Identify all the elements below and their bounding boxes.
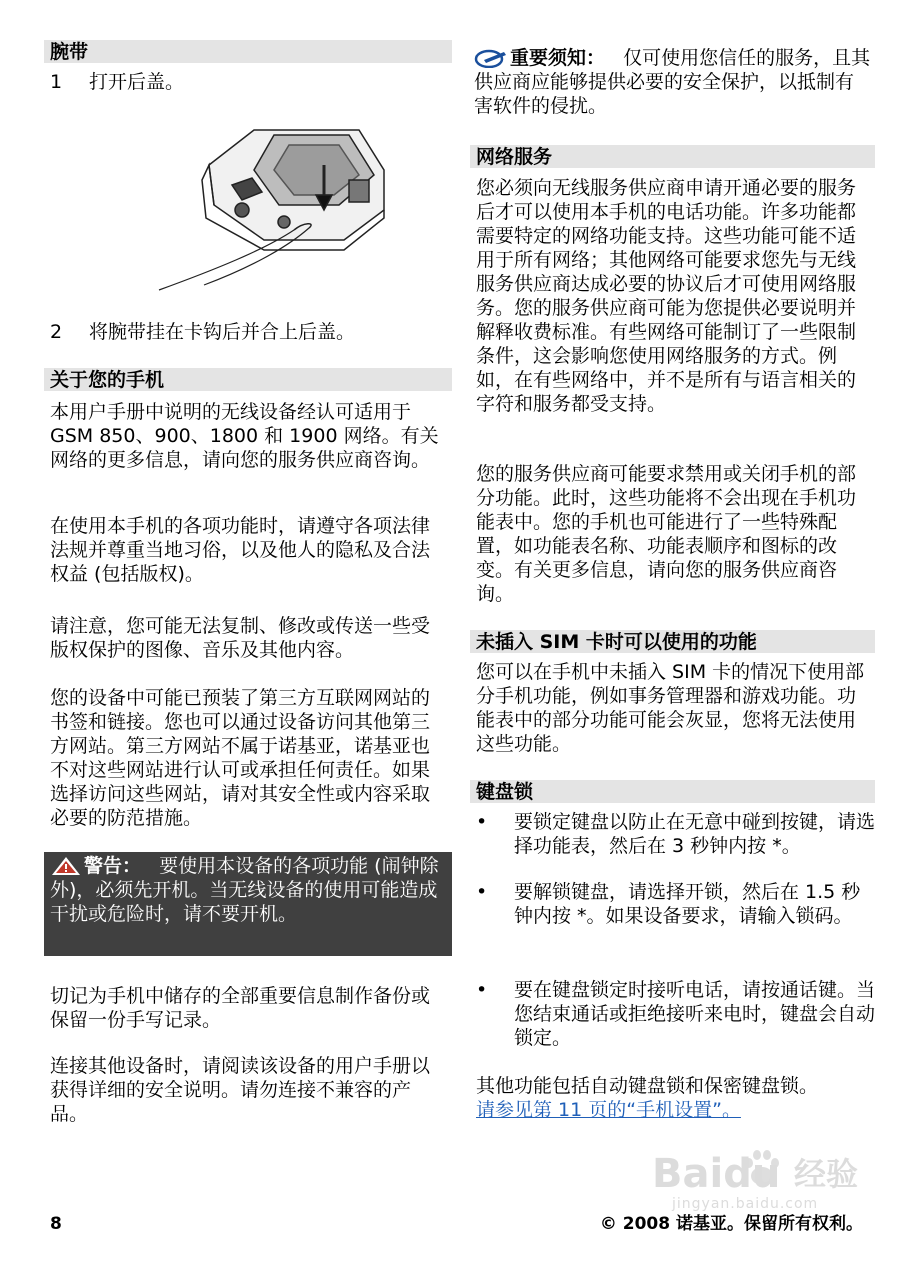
section-heading-about-phone: 关于您的手机 xyxy=(44,368,452,391)
keylock-end-paragraph xyxy=(476,1074,871,1122)
notice-text: 仅可使用您信任的服务，且其供应商应能够提供必要的安全保护，以抵制有害软件的侵扰。 xyxy=(474,47,871,117)
watermark-brand: Baidu xyxy=(652,1151,781,1197)
about-paragraph-4: 您的设备中可能已预装了第三方互联网网站的书签和链接。您也可以通过设备访问其他第三方网站。第三方网站不属于诺基亚，诺基亚也不对这些网站进行认可或承担任何责任。如果选择访问这些网站，请对其安全性或内容采取必要的防范措施。 xyxy=(50,687,431,829)
phone-strap-illustration xyxy=(144,110,394,295)
section-heading-keylock: 键盘锁 xyxy=(470,780,875,803)
keylock-bullet-3: 要在键盘锁定时接听电话，请按通话键。当您结束通话或拒绝接听来电时，键盘会自动锁定。 xyxy=(514,979,876,1049)
warning-icon xyxy=(50,856,82,876)
about-paragraph-2: 在使用本手机的各项功能时，请遵守各项法律法规并尊重当地习俗，以及他人的隐私及合法权益 (包括版权)。 xyxy=(50,515,431,585)
keylock-end-text: 其他功能包括自动键盘锁和保密键盘锁。 xyxy=(476,1075,819,1097)
settings-page-link[interactable]: 请参见第 11 页的“手机设置”。 xyxy=(476,1099,741,1121)
note-pen-icon xyxy=(474,48,508,68)
step-1-text: 打开后盖。 xyxy=(89,71,185,93)
watermark-cn: 经验 xyxy=(794,1155,859,1193)
connect-paragraph: 连接其他设备时，请阅读该设备的用户手册以获得详细的安全说明。请勿连接不兼容的产品。 xyxy=(50,1055,431,1125)
keylock-bullet-1: 要锁定键盘以防止在无意中碰到按键，请选择功能表，然后在 3 秒钟内按 *。 xyxy=(514,811,876,857)
keylock-bullet-2: 要解锁键盘，请选择开锁，然后在 1.5 秒钟内按 *。如果设备要求，请输入锁码。 xyxy=(514,881,861,927)
network-paragraph-2: 您的服务供应商可能要求禁用或关闭手机的部分功能。此时，这些功能将不会出现在手机功能表中。您的手机也可能进行了一些特殊配置，如功能表名称、功能表顺序和图标的改变。有关更多信息，请向您的服务供应商咨询。 xyxy=(476,463,857,605)
list-item xyxy=(470,810,875,870)
about-paragraph-1: 本用户手册中说明的无线设备经认可适用于 GSM 850、900、1800 和 1900 网络。有关网络的更多信息，请向您的服务供应商咨询。 xyxy=(50,401,439,471)
step-2-text: 将腕带挂在卡钩后并合上后盖。 xyxy=(89,321,356,343)
backup-paragraph: 切记为手机中储存的全部重要信息制作备份或保留一份手写记录。 xyxy=(50,985,431,1031)
copyright: © 2008 诺基亚。保留所有权利。 xyxy=(599,1214,863,1234)
list-item xyxy=(470,978,875,1062)
warning-text: 要使用本设备的各项功能 (闹钟除外)，必须先开机。当无线设备的使用可能造成干扰或危险时，请不要开机。 xyxy=(50,855,439,925)
bullet-glyph: • xyxy=(476,979,488,1001)
warning-label: 警告： xyxy=(84,855,142,877)
step-1-number: 1 xyxy=(50,71,63,93)
no-sim-paragraph: 您可以在手机中未插入 SIM 卡的情况下使用部分手机功能，例如事务管理器和游戏功能。功能表中的部分功能可能会灰显，您将无法使用这些功能。 xyxy=(476,661,865,755)
warning-box xyxy=(44,852,452,956)
step-2-number: 2 xyxy=(50,321,63,343)
bullet-glyph: • xyxy=(476,881,488,903)
important-notice xyxy=(474,46,871,118)
bullet-glyph: • xyxy=(476,811,488,833)
notice-label: 重要须知： xyxy=(510,47,606,69)
about-paragraph-3: 请注意，您可能无法复制、修改或传送一些受版权保护的图像、音乐及其他内容。 xyxy=(50,615,431,661)
section-heading-network: 网络服务 xyxy=(470,145,875,168)
page-number: 8 xyxy=(50,1214,62,1234)
list-item xyxy=(470,880,875,964)
watermark-url: jingyan.baidu.com xyxy=(672,1196,819,1212)
network-paragraph-1: 您必须向无线服务供应商申请开通必要的服务后才可以使用本手机的电话功能。许多功能都需要特定的网络功能支持。这些功能可能不适用于所有网络；其他网络可能要求您先与无线服务供应商达成必要的协议后才可使用网络服务。您的服务供应商可能为您提供必要说明并解释收费标准。有些网络可能制订了一些限制条件，这会影响您使用网络服务的方式。例如，在有些网络中，并不是所有与语言相关的字符和服务都受支持。 xyxy=(476,177,857,415)
section-heading-no-sim: 未插入 SIM 卡时可以使用的功能 xyxy=(470,630,875,653)
baidu-watermark xyxy=(652,1140,882,1215)
section-heading-strap: 腕带 xyxy=(44,40,452,63)
